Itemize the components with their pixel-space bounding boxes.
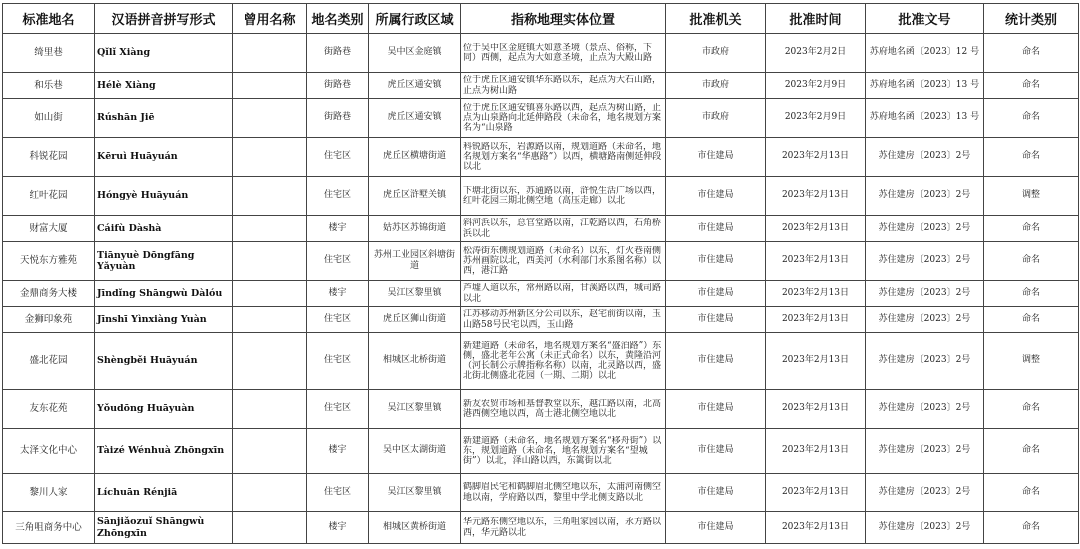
doc-number-cell: 苏住建房〔2023〕2号: [866, 512, 984, 544]
table-row: [3, 512, 1079, 544]
table-row: [3, 99, 1079, 138]
district-cell: 虎丘区通安镇: [369, 99, 461, 138]
col-date-header: 批准时间: [766, 4, 866, 34]
district-cell: 吴江区黎里镇: [369, 281, 461, 307]
table-row: [3, 73, 1079, 99]
pinyin-cell: Líchuān Rénjiā: [95, 474, 233, 512]
former-name-cell: [233, 138, 307, 177]
table-row: [3, 333, 1079, 390]
category-cell: 楼宇: [307, 216, 369, 242]
authority-cell: 市住建局: [666, 474, 766, 512]
district-cell: 吴江区黎里镇: [369, 474, 461, 512]
date-cell: 2023年2月13日: [766, 474, 866, 512]
authority-cell: 市住建局: [666, 512, 766, 544]
location-text: 科锐路以东，岩源路以南，规划道路（未命名，地名规划方案名“华惠路”）以西，横塘路南侧延伸段以北: [463, 141, 662, 173]
table-row: [3, 216, 1079, 242]
standard-name-cell: 三角咀商务中心: [3, 512, 95, 544]
doc-number-cell: 苏府地名函〔2023〕13 号: [866, 73, 984, 99]
col-category-header: 地名类别: [307, 4, 369, 34]
authority-cell: 市住建局: [666, 242, 766, 281]
location-text: 新建道路（未命名，地名规划方案名“移舟街”）以东，规划道路（未命名，地名规划方案名“望城街”）以北，泽山路以西，东篱街以北: [463, 435, 662, 467]
district-cell: 吴中区金庭镇: [369, 34, 461, 73]
authority-cell: 市住建局: [666, 429, 766, 474]
pinyin-cell: Kēruì Huāyuán: [95, 138, 233, 177]
location-cell: [461, 73, 666, 99]
former-name-cell: [233, 429, 307, 474]
location-cell: [461, 242, 666, 281]
stat-type-cell: 命名: [984, 73, 1079, 99]
standard-name-cell: 科锐花园: [3, 138, 95, 177]
category-cell: 住宅区: [307, 242, 369, 281]
date-cell: 2023年2月13日: [766, 333, 866, 390]
date-cell: 2023年2月13日: [766, 281, 866, 307]
location-text: 芦墟人道以东，常州路以南，甘溪路以西，城司路以北: [463, 283, 662, 304]
location-text: 华元路东侧空地以东，三角咀家园以南，永方路以西，华元路以北: [463, 517, 662, 538]
pinyin-cell: Cáifù Dàshà: [95, 216, 233, 242]
pinyin-cell: Hóngyè Huāyuán: [95, 177, 233, 216]
authority-cell: 市住建局: [666, 216, 766, 242]
doc-number-cell: 苏住建房〔2023〕2号: [866, 242, 984, 281]
district-cell: 虎丘区横塘街道: [369, 138, 461, 177]
date-cell: 2023年2月9日: [766, 73, 866, 99]
standard-name-cell: 绮里巷: [3, 34, 95, 73]
district-cell: 相城区北桥街道: [369, 333, 461, 390]
authority-cell: 市政府: [666, 73, 766, 99]
location-text: 位于吴中区金庭镇大如意圣境（景点、俗称，下同）西侧，起点为大如意圣境，止点为大殿山路: [463, 42, 653, 63]
location-cell: [461, 34, 666, 73]
doc-number-cell: 苏府地名函〔2023〕13 号: [866, 99, 984, 138]
district-cell: 吴江区黎里镇: [369, 390, 461, 429]
table-row: [3, 474, 1079, 512]
standard-name-cell: 金狮印象苑: [3, 307, 95, 333]
doc-number-cell: 苏住建房〔2023〕2号: [866, 216, 984, 242]
pinyin-cell: Qǐlǐ Xiàng: [95, 34, 233, 73]
date-cell: 2023年2月13日: [766, 512, 866, 544]
location-text: 位于虎丘区通安镇华东路以东，起点为大石山路，止点为树山路: [463, 75, 662, 96]
district-cell: 苏州工业园区斜塘街道: [369, 242, 461, 281]
location-cell: [461, 216, 666, 242]
standard-name-cell: 和乐巷: [3, 73, 95, 99]
former-name-cell: [233, 390, 307, 429]
standard-name-cell: 友东花苑: [3, 390, 95, 429]
date-cell: 2023年2月13日: [766, 138, 866, 177]
category-cell: 住宅区: [307, 474, 369, 512]
stat-type-cell: 命名: [984, 512, 1079, 544]
authority-cell: 市住建局: [666, 390, 766, 429]
authority-cell: 市住建局: [666, 333, 766, 390]
location-text: 新友农贸市场和基督教堂以东，越江路以南，北高港西侧空地以西，高士港北侧空地以北: [463, 398, 662, 419]
location-text: 松涛街东侧规划道路（未命名）以东，灯火巷南侧苏州画院以北，西美河（水利部门水系图名称）以西，港江路: [463, 245, 662, 277]
category-cell: 住宅区: [307, 333, 369, 390]
date-cell: 2023年2月13日: [766, 429, 866, 474]
table-row: [3, 242, 1079, 281]
location-cell: [461, 474, 666, 512]
standard-name-cell: 太泽文化中心: [3, 429, 95, 474]
place-name-table: [2, 3, 1079, 544]
category-cell: 街路巷: [307, 73, 369, 99]
category-cell: 住宅区: [307, 177, 369, 216]
date-cell: 2023年2月2日: [766, 34, 866, 73]
col-former-name-header: 曾用名称: [233, 4, 307, 34]
col-stat-type-header: 统计类别: [984, 4, 1079, 34]
location-cell: [461, 333, 666, 390]
standard-name-cell: 天悦东方雅苑: [3, 242, 95, 281]
stat-type-cell: 命名: [984, 281, 1079, 307]
standard-name-cell: 金鼎商务大楼: [3, 281, 95, 307]
category-cell: 住宅区: [307, 390, 369, 429]
category-cell: 街路巷: [307, 99, 369, 138]
doc-number-cell: 苏住建房〔2023〕2号: [866, 390, 984, 429]
stat-type-cell: 调整: [984, 177, 1079, 216]
header-row: [3, 4, 1079, 34]
district-cell: 相城区黄桥街道: [369, 512, 461, 544]
former-name-cell: [233, 177, 307, 216]
pinyin-cell: Tàizé Wénhuà Zhōngxīn: [95, 429, 233, 474]
stat-type-cell: 命名: [984, 390, 1079, 429]
doc-number-cell: 苏住建房〔2023〕2号: [866, 177, 984, 216]
stat-type-cell: 命名: [984, 216, 1079, 242]
district-cell: 吴中区太湖街道: [369, 429, 461, 474]
location-cell: [461, 307, 666, 333]
table-body: [3, 34, 1079, 544]
former-name-cell: [233, 307, 307, 333]
former-name-cell: [233, 474, 307, 512]
table-row: [3, 307, 1079, 333]
col-district-header: 所属行政区域: [369, 4, 461, 34]
location-text: 下塘北街以东，苏通路以南，浒悦生活广场以西，红叶花园三期北侧空地（高压走廊）以北: [463, 185, 662, 206]
pinyin-cell: Hélè Xiàng: [95, 73, 233, 99]
location-text: 新建道路（未命名，地名规划方案名“盛泊路”）东侧，盛北老年公寓（未正式命名）以东，黄隆沿河（河长制公示牌指称名称）以南，北灵路以西，盛北街北侧盛北花园（一期、二期）以北: [463, 340, 662, 382]
category-cell: 住宅区: [307, 307, 369, 333]
date-cell: 2023年2月13日: [766, 307, 866, 333]
former-name-cell: [233, 216, 307, 242]
location-cell: [461, 512, 666, 544]
stat-type-cell: 命名: [984, 138, 1079, 177]
stat-type-cell: 命名: [984, 99, 1079, 138]
date-cell: 2023年2月13日: [766, 242, 866, 281]
col-pinyin-header: 汉语拼音拼写形式: [95, 4, 233, 34]
standard-name-cell: 黎川人家: [3, 474, 95, 512]
stat-type-cell: 命名: [984, 307, 1079, 333]
pinyin-cell: Rúshān Jiē: [95, 99, 233, 138]
district-cell: 虎丘区狮山街道: [369, 307, 461, 333]
district-cell: 虎丘区浒墅关镇: [369, 177, 461, 216]
district-cell: 姑苏区苏锦街道: [369, 216, 461, 242]
category-cell: 街路巷: [307, 34, 369, 73]
doc-number-cell: 苏住建房〔2023〕2号: [866, 138, 984, 177]
standard-name-cell: 如山街: [3, 99, 95, 138]
stat-type-cell: 命名: [984, 429, 1079, 474]
category-cell: 住宅区: [307, 138, 369, 177]
standard-name-cell: 红叶花园: [3, 177, 95, 216]
doc-number-cell: 苏住建房〔2023〕2号: [866, 429, 984, 474]
doc-number-cell: 苏住建房〔2023〕2号: [866, 307, 984, 333]
stat-type-cell: 命名: [984, 474, 1079, 512]
stat-type-cell: 命名: [984, 242, 1079, 281]
table-row: [3, 177, 1079, 216]
doc-number-cell: 苏住建房〔2023〕2号: [866, 333, 984, 390]
location-cell: [461, 390, 666, 429]
table-row: [3, 281, 1079, 307]
doc-number-cell: 苏住建房〔2023〕2号: [866, 474, 984, 512]
location-cell: [461, 138, 666, 177]
table-row: [3, 138, 1079, 177]
authority-cell: 市住建局: [666, 138, 766, 177]
date-cell: 2023年2月13日: [766, 390, 866, 429]
former-name-cell: [233, 99, 307, 138]
table-row: [3, 390, 1079, 429]
location-text: 鹤脚眉民宅和鹤脚眉北侧空地以东，太浦河南侧空地以南，学府路以西，黎里中学北侧支路以北: [463, 482, 662, 503]
location-text: 斜河浜以东，总官堂路以南，江乾路以西，石角桥浜以北: [463, 218, 662, 239]
authority-cell: 市住建局: [666, 177, 766, 216]
authority-cell: 市住建局: [666, 281, 766, 307]
authority-cell: 市住建局: [666, 307, 766, 333]
location-cell: [461, 281, 666, 307]
former-name-cell: [233, 333, 307, 390]
authority-cell: 市政府: [666, 99, 766, 138]
former-name-cell: [233, 281, 307, 307]
table-row: [3, 34, 1079, 73]
col-doc-number-header: 批准文号: [866, 4, 984, 34]
date-cell: 2023年2月9日: [766, 99, 866, 138]
former-name-cell: [233, 512, 307, 544]
pinyin-cell: Yǒudōng Huāyuàn: [95, 390, 233, 429]
pinyin-cell: Tiānyuè Dōngfāng Yǎyuàn: [95, 242, 233, 281]
standard-name-cell: 盛北花园: [3, 333, 95, 390]
former-name-cell: [233, 242, 307, 281]
location-text: 位于虎丘区通安镇喜乐路以西，起点为树山路，止点为山泉路向北延伸路段（未命名，地名规划方案名为“山泉路: [463, 102, 662, 134]
category-cell: 楼宇: [307, 512, 369, 544]
standard-name-cell: 财富大厦: [3, 216, 95, 242]
category-cell: 楼宇: [307, 281, 369, 307]
stat-type-cell: 调整: [984, 333, 1079, 390]
pinyin-cell: Jīnshī Yìnxiàng Yuàn: [95, 307, 233, 333]
location-cell: [461, 177, 666, 216]
location-cell: [461, 429, 666, 474]
former-name-cell: [233, 73, 307, 99]
district-cell: 虎丘区通安镇: [369, 73, 461, 99]
doc-number-cell: 苏住建房〔2023〕2号: [866, 281, 984, 307]
pinyin-cell: Shèngběi Huāyuán: [95, 333, 233, 390]
col-location-header: 指称地理实体位置: [461, 4, 666, 34]
pinyin-cell: Jīndǐng Shāngwù Dàlóu: [95, 281, 233, 307]
doc-number-cell: 苏府地名函〔2023〕12 号: [866, 34, 984, 73]
location-cell: [461, 99, 666, 138]
authority-cell: 市政府: [666, 34, 766, 73]
stat-type-cell: 命名: [984, 34, 1079, 73]
col-authority-header: 批准机关: [666, 4, 766, 34]
location-text: 江苏移动苏州新区分公司以东，赵宅前街以南，玉山路58号民宅以西，玉山路: [463, 309, 662, 330]
category-cell: 楼宇: [307, 429, 369, 474]
date-cell: 2023年2月13日: [766, 216, 866, 242]
col-standard-name-header: 标准地名: [3, 4, 95, 34]
date-cell: 2023年2月13日: [766, 177, 866, 216]
table-row: [3, 429, 1079, 474]
former-name-cell: [233, 34, 307, 73]
pinyin-cell: Sānjiǎozuǐ Shāngwù Zhōngxīn: [95, 512, 233, 544]
